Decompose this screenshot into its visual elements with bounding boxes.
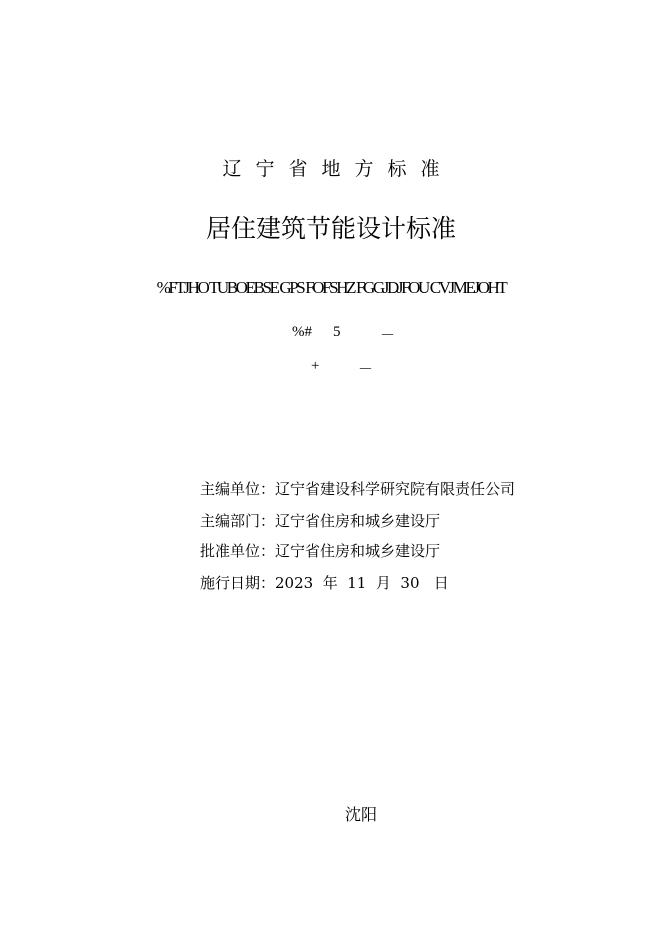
info-label: 施行日期： xyxy=(200,574,276,592)
standard-code-prefix-2: + xyxy=(311,358,320,374)
english-title: %FTJHO TUBOEBSE GPS FOFSHZ FGGJDJFOU CVJMEJOHT xyxy=(156,278,506,297)
info-row-chief-department xyxy=(200,510,440,531)
info-value: 2023 年 11 月 30 日 xyxy=(275,574,449,592)
standard-code-dash: － xyxy=(380,328,396,344)
info-value: 辽宁省住房和城乡建设厅 xyxy=(275,542,441,560)
info-label: 主编部门： xyxy=(200,512,276,530)
publication-city: 沈阳 xyxy=(344,805,377,824)
info-row-chief-unit xyxy=(200,478,515,499)
issuer-header: 辽宁省地方标准 xyxy=(222,158,454,180)
info-row-approving-unit xyxy=(200,540,440,561)
standard-code-prefix: %# xyxy=(292,324,312,340)
info-value: 辽宁省住房和城乡建设厅 xyxy=(275,512,441,530)
info-label: 主编单位： xyxy=(200,480,276,498)
standard-code-number: 5 xyxy=(333,324,341,340)
info-label: 批准单位： xyxy=(200,542,276,560)
standard-code-dash-2: － xyxy=(358,362,374,378)
info-row-effective-date xyxy=(200,572,449,593)
document-title: 居住建筑节能设计标准 xyxy=(205,214,456,243)
info-value: 辽宁省建设科学研究院有限责任公司 xyxy=(275,480,516,498)
